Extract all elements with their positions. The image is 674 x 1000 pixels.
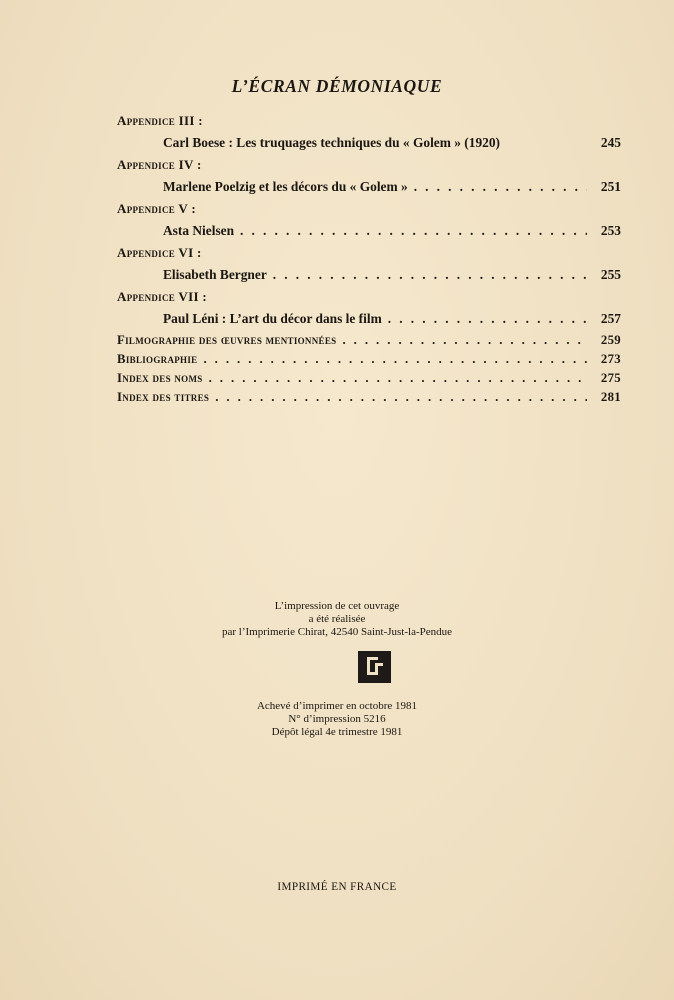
toc-entry-title: Paul Léni : L’art du décor dans le film [163, 311, 382, 326]
dot-leader [414, 175, 587, 199]
toc-page-number: 255 [600, 267, 621, 282]
printed-in-france: IMPRIMÉ EN FRANCE [277, 881, 397, 893]
book-title: L’ÉCRAN DÉMONIAQUE [231, 76, 443, 96]
toc-group-appendice-7 [117, 287, 621, 331]
imprint-line: N° d’impression 5216 [288, 713, 386, 725]
toc-page-number: 251 [600, 179, 621, 194]
toc-group-appendice-3 [117, 111, 621, 155]
imprint-line: L’impression de cet ouvrage [274, 600, 400, 612]
table-of-contents [117, 111, 621, 407]
toc-heading: Appendice V : [117, 201, 197, 216]
dot-leader [273, 263, 587, 287]
toc-entry-index-titres[interactable] [117, 388, 621, 407]
dot-leader [215, 388, 587, 407]
toc-entry[interactable] [163, 307, 621, 331]
toc-page-number: 253 [600, 223, 621, 238]
dot-leader [209, 369, 587, 388]
imprint-printer [0, 600, 674, 639]
toc-page-number: 273 [600, 352, 621, 366]
toc-group-appendice-5 [117, 199, 621, 243]
toc-group-appendice-4 [117, 155, 621, 199]
toc-page-number: 259 [600, 333, 621, 347]
toc-entry-title: Index des noms [117, 371, 203, 385]
dot-leader [203, 350, 587, 369]
toc-entry[interactable] [163, 175, 621, 199]
toc-heading: Appendice III : [117, 113, 203, 128]
imprint-legal [0, 700, 674, 739]
toc-page-number: 281 [600, 390, 621, 404]
toc-heading: Appendice VII : [117, 289, 207, 304]
toc-entry[interactable] [163, 219, 621, 243]
imprint-line: a été réalisée [308, 613, 366, 625]
dot-leader [342, 331, 587, 350]
toc-entry-filmographie[interactable] [117, 331, 621, 350]
toc-entry-bibliographie[interactable] [117, 350, 621, 369]
toc-entry[interactable] [163, 263, 621, 287]
toc-entry-title: Asta Nielsen [163, 223, 235, 238]
toc-page-number: 275 [600, 371, 621, 385]
chirat-logo-icon [358, 651, 391, 683]
imprint-line: par l’Imprimerie Chirat, 42540 Saint-Just-la-Pendue [221, 626, 453, 638]
dot-leader [388, 307, 587, 331]
imprint-line: Achevé d’imprimer en octobre 1981 [256, 700, 418, 712]
dot-leader [240, 219, 587, 243]
toc-entry-index-noms[interactable] [117, 369, 621, 388]
toc-entry[interactable] [163, 131, 621, 155]
toc-entry-title: Marlene Poelzig et les décors du « Golem » [163, 179, 408, 194]
toc-heading: Appendice VI : [117, 245, 202, 260]
toc-entry-title: Filmographie des œuvres mentionnées [117, 333, 337, 347]
toc-page-number: 257 [600, 311, 621, 326]
toc-entry-title: Index des titres [117, 390, 210, 404]
toc-entry-title: Carl Boese : Les truquages techniques du « Golem » (1920) [163, 135, 500, 150]
imprint-line: Dépôt légal 4e trimestre 1981 [271, 726, 403, 738]
toc-entry-title: Bibliographie [117, 352, 198, 366]
toc-heading: Appendice IV : [117, 157, 202, 172]
toc-group-appendice-6 [117, 243, 621, 287]
toc-entry-title: Elisabeth Bergner [163, 267, 267, 282]
toc-page-number: 245 [600, 135, 621, 150]
